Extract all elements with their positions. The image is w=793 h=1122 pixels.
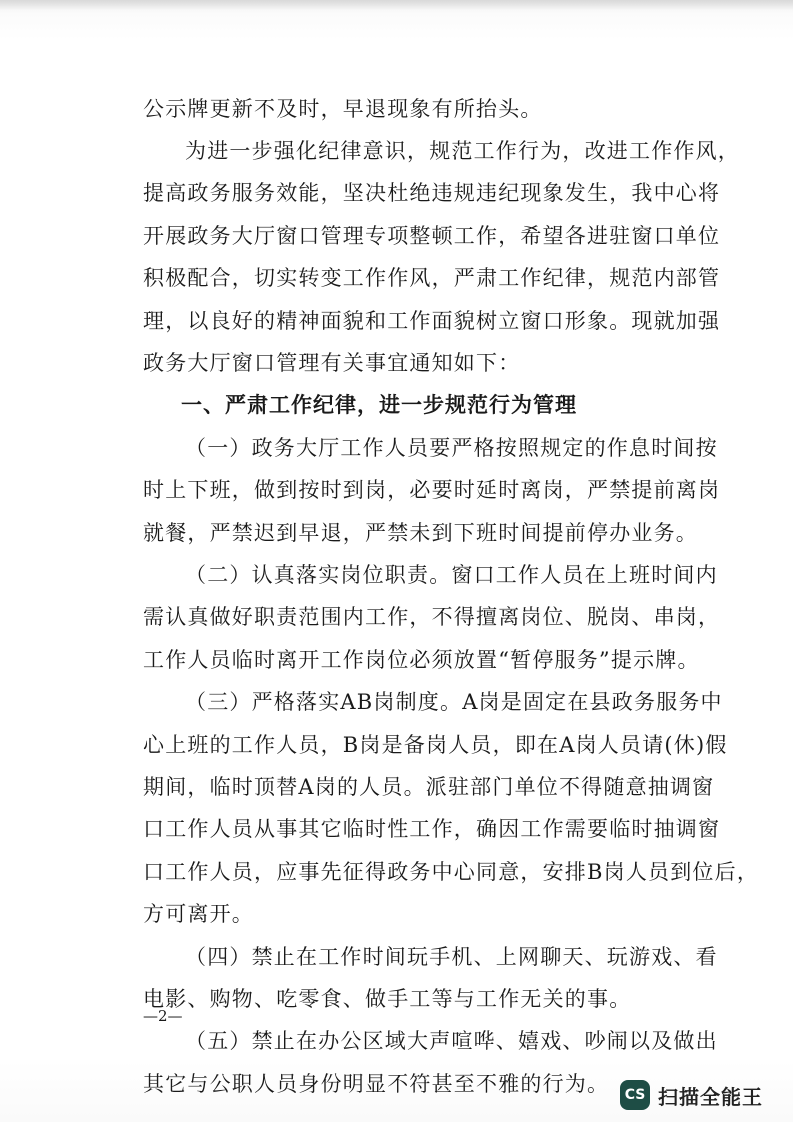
page-number: —2— — [143, 1007, 183, 1025]
text-line: 积极配合，切实转变工作作风，严肃工作纪律，规范内部管 — [143, 266, 721, 290]
section-heading: 一、严肃工作纪律，进一步规范行为管理 — [181, 393, 577, 417]
text-line: 工作人员临时离开工作岗位必须放置“暂停服务”提示牌。 — [143, 648, 700, 672]
text-line: 提高政务服务效能，坚决杜绝违规违纪现象发生，我中心将 — [143, 181, 721, 205]
text-line: 口工作人员，应事先征得政务中心同意，安排B岗人员到位后， — [143, 860, 760, 884]
text-line: （四）禁止在工作时间玩手机、上网聊天、玩游戏、看 — [185, 945, 718, 969]
camscanner-logo-icon: CS — [620, 1080, 650, 1110]
text-line: 理，以良好的精神面貌和工作面貌树立窗口形象。现就加强 — [143, 309, 721, 333]
scan-edge-shadow — [0, 0, 793, 10]
text-line: 需认真做好职责范围内工作，不得擅离岗位、脱岗、串岗， — [143, 605, 721, 629]
text-line: 其它与公职人员身份明显不符甚至不雅的行为。 — [143, 1072, 610, 1096]
text-line: （五）禁止在办公区域大声喧哗、嬉戏、吵闹以及做出 — [185, 1029, 718, 1053]
text-line: 方可离开。 — [143, 902, 254, 926]
text-line: 电影、购物、吃零食、做手工等与工作无关的事。 — [143, 987, 632, 1011]
text-line: 就餐，严禁迟到早退，严禁未到下班时间提前停办业务。 — [143, 521, 698, 545]
text-line: （一）政务大厅工作人员要严格按照规定的作息时间按 — [185, 436, 718, 460]
watermark-text: 扫描全能王 — [658, 1084, 763, 1109]
text-line: 公示牌更新不及时，早退现象有所抬头。 — [143, 97, 543, 121]
scanner-watermark — [620, 1080, 763, 1110]
text-line: 政务大厅窗口管理有关事宜通知如下： — [143, 351, 521, 375]
text-line: 开展政务大厅窗口管理专项整顿工作，希望各进驻窗口单位 — [143, 224, 721, 248]
text-line: 口工作人员从事其它临时性工作，确因工作需要临时抽调窗 — [143, 817, 721, 841]
text-line: 心上班的工作人员，B岗是备岗人员，即在A岗人员请(休)假 — [143, 733, 728, 757]
text-line: 时上下班，做到按时到岗，必要时延时离岗，严禁提前离岗 — [143, 478, 721, 502]
text-line: （二）认真落实岗位职责。窗口工作人员在上班时间内 — [185, 563, 718, 587]
text-line: 为进一步强化纪律意识，规范工作行为，改进工作作风， — [185, 139, 740, 163]
text-line: （三）严格落实AB岗制度。A岗是固定在县政务服务中 — [185, 690, 723, 714]
text-line: 期间，临时顶替A岗的人员。派驻部门单位不得随意抽调窗 — [143, 775, 715, 799]
